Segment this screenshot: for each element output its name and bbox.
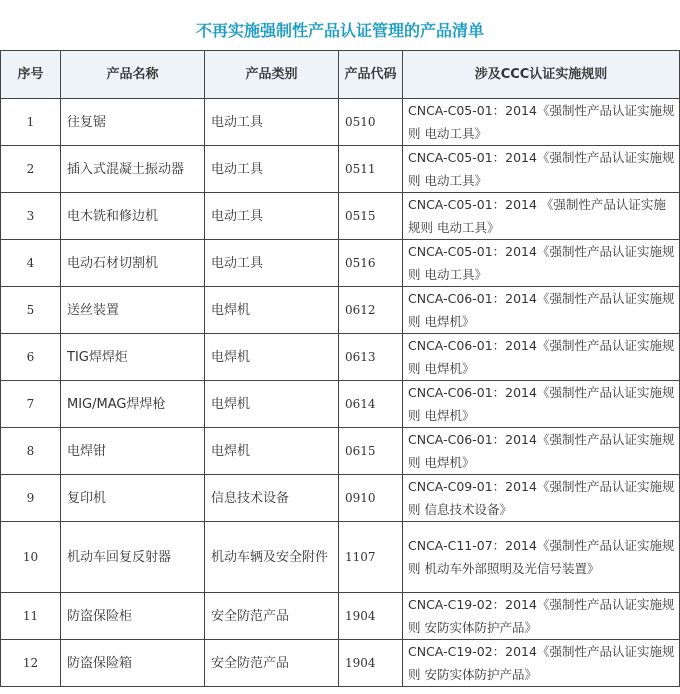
cell-ccc-rule: CNCA-C05-01：2014《强制性产品认证实施规则 电动工具》 bbox=[403, 99, 680, 146]
cell-product-name: 复印机 bbox=[61, 475, 205, 522]
cell-product-category: 电焊机 bbox=[205, 287, 339, 334]
header-product-category: 产品类别 bbox=[205, 51, 339, 99]
cell-ccc-rule: CNCA-C11-07：2014《强制性产品认证实施规则 机动车外部照明及光信号装置》 bbox=[403, 522, 680, 593]
cell-product-name: 电动石材切割机 bbox=[61, 240, 205, 287]
cell-ccc-rule: CNCA-C06-01：2014《强制性产品认证实施规则 电焊机》 bbox=[403, 428, 680, 475]
cell-ccc-rule: CNCA-C06-01：2014《强制性产品认证实施规则 电焊机》 bbox=[403, 334, 680, 381]
cell-product-code: 1107 bbox=[339, 522, 403, 593]
cell-ccc-rule: CNCA-C05-01：2014《强制性产品认证实施规则 电动工具》 bbox=[403, 240, 680, 287]
cell-product-name: 电木铣和修边机 bbox=[61, 193, 205, 240]
cell-serial: 1 bbox=[1, 99, 61, 146]
cell-product-name: 机动车回复反射器 bbox=[61, 522, 205, 593]
cell-ccc-rule: CNCA-C05-01：2014《强制性产品认证实施规则 电动工具》 bbox=[403, 146, 680, 193]
product-table bbox=[0, 50, 680, 687]
cell-product-category: 电动工具 bbox=[205, 193, 339, 240]
cell-product-category: 安全防范产品 bbox=[205, 640, 339, 687]
cell-product-code: 0613 bbox=[339, 334, 403, 381]
table-row bbox=[1, 146, 680, 193]
table-row bbox=[1, 428, 680, 475]
cell-serial: 2 bbox=[1, 146, 61, 193]
cell-ccc-rule: CNCA-C06-01：2014《强制性产品认证实施规则 电焊机》 bbox=[403, 381, 680, 428]
cell-serial: 8 bbox=[1, 428, 61, 475]
cell-product-code: 0510 bbox=[339, 99, 403, 146]
cell-serial: 4 bbox=[1, 240, 61, 287]
cell-product-name: MIG/MAG焊焊枪 bbox=[61, 381, 205, 428]
cell-product-category: 电动工具 bbox=[205, 240, 339, 287]
table-row bbox=[1, 522, 680, 593]
cell-product-category: 安全防范产品 bbox=[205, 593, 339, 640]
cell-ccc-rule: CNCA-C19-02：2014《强制性产品认证实施规则 安防实体防护产品》 bbox=[403, 593, 680, 640]
cell-product-name: 送丝装置 bbox=[61, 287, 205, 334]
cell-ccc-rule: CNCA-C05-01：2014 《强制性产品认证实施规则 电动工具》 bbox=[403, 193, 680, 240]
cell-product-code: 0515 bbox=[339, 193, 403, 240]
table-row bbox=[1, 475, 680, 522]
cell-serial: 10 bbox=[1, 522, 61, 593]
cell-product-name: 防盗保险柜 bbox=[61, 593, 205, 640]
cell-product-name: 防盗保险箱 bbox=[61, 640, 205, 687]
cell-product-code: 0615 bbox=[339, 428, 403, 475]
table-row bbox=[1, 287, 680, 334]
table-row bbox=[1, 99, 680, 146]
cell-product-name: 电焊钳 bbox=[61, 428, 205, 475]
cell-product-category: 电动工具 bbox=[205, 99, 339, 146]
cell-product-category: 信息技术设备 bbox=[205, 475, 339, 522]
cell-product-category: 机动车辆及安全附件 bbox=[205, 522, 339, 593]
cell-product-category: 电焊机 bbox=[205, 428, 339, 475]
table-row bbox=[1, 334, 680, 381]
header-product-name: 产品名称 bbox=[61, 51, 205, 99]
table-row bbox=[1, 193, 680, 240]
cell-product-name: 往复锯 bbox=[61, 99, 205, 146]
cell-serial: 3 bbox=[1, 193, 61, 240]
cell-product-code: 0910 bbox=[339, 475, 403, 522]
cell-ccc-rule: CNCA-C06-01：2014《强制性产品认证实施规则 电焊机》 bbox=[403, 287, 680, 334]
cell-product-code: 1904 bbox=[339, 640, 403, 687]
table-row bbox=[1, 640, 680, 687]
cell-product-code: 0614 bbox=[339, 381, 403, 428]
cell-product-code: 0516 bbox=[339, 240, 403, 287]
cell-product-category: 电焊机 bbox=[205, 334, 339, 381]
cell-serial: 12 bbox=[1, 640, 61, 687]
cell-product-code: 0511 bbox=[339, 146, 403, 193]
cell-serial: 9 bbox=[1, 475, 61, 522]
cell-product-name: 插入式混凝土振动器 bbox=[61, 146, 205, 193]
header-serial: 序号 bbox=[1, 51, 61, 99]
cell-serial: 7 bbox=[1, 381, 61, 428]
cell-product-category: 电焊机 bbox=[205, 381, 339, 428]
cell-serial: 11 bbox=[1, 593, 61, 640]
cell-product-code: 0612 bbox=[339, 287, 403, 334]
cell-serial: 5 bbox=[1, 287, 61, 334]
header-ccc-rule: 涉及CCC认证实施规则 bbox=[403, 51, 680, 99]
page-title: 不再实施强制性产品认证管理的产品清单 bbox=[195, 21, 484, 40]
cell-product-name: TIG焊焊炬 bbox=[61, 334, 205, 381]
table-row bbox=[1, 593, 680, 640]
cell-product-code: 1904 bbox=[339, 593, 403, 640]
cell-ccc-rule: CNCA-C19-02：2014《强制性产品认证实施规则 安防实体防护产品》 bbox=[403, 640, 680, 687]
cell-product-category: 电动工具 bbox=[205, 146, 339, 193]
cell-ccc-rule: CNCA-C09-01：2014《强制性产品认证实施规则 信息技术设备》 bbox=[403, 475, 680, 522]
table-row bbox=[1, 381, 680, 428]
cell-serial: 6 bbox=[1, 334, 61, 381]
table-row bbox=[1, 240, 680, 287]
header-product-code: 产品代码 bbox=[339, 51, 403, 99]
table-header-row bbox=[1, 51, 680, 99]
